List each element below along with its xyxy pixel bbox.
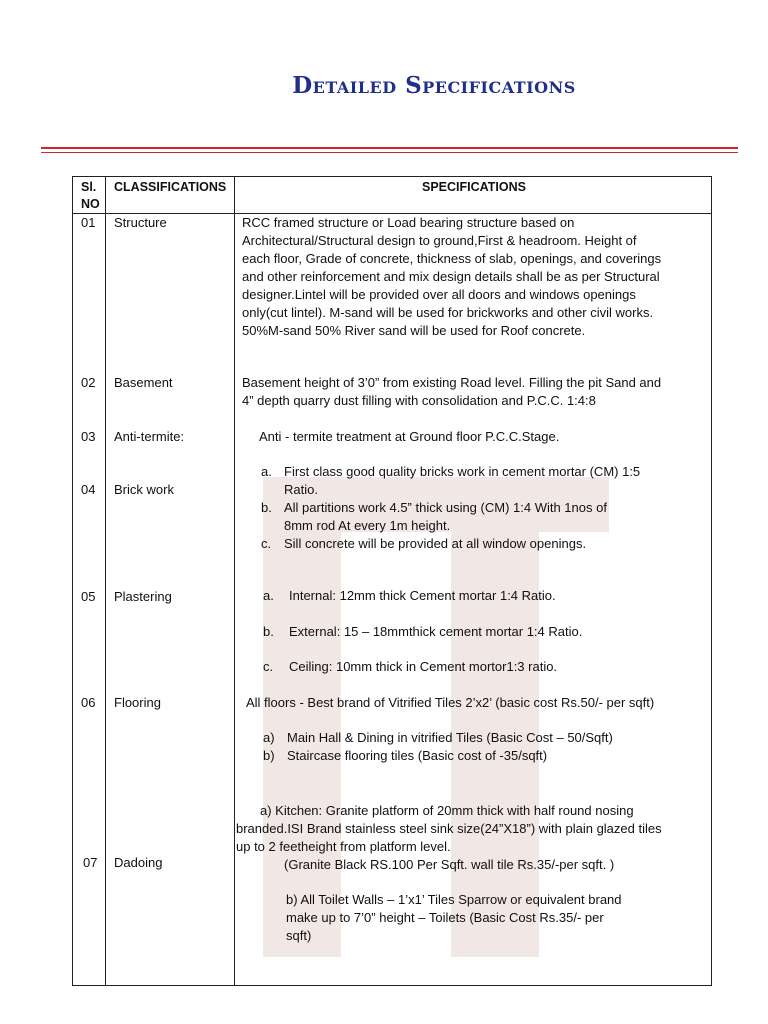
spec-line: Sill concrete will be provided at all window openings. <box>284 536 587 551</box>
list-marker: c. <box>263 659 274 674</box>
list-marker: c. <box>261 536 272 551</box>
spec-line: (Granite Black RS.100 Per Sqft. wall tile Rs.35/-per sqft. ) <box>284 857 615 872</box>
spec-line: b) All Toilet Walls – 1’x1’ Tiles Sparrow or equivalent brand <box>286 892 622 907</box>
header-specifications: SPECIFICATIONS <box>422 180 526 194</box>
header-classifications: CLASSIFICATIONS <box>114 180 227 194</box>
column-divider <box>105 177 106 985</box>
spec-line: RCC framed structure or Load bearing structure based on <box>242 215 575 230</box>
row-no: 01 <box>81 215 96 230</box>
header-no: NO <box>81 197 100 211</box>
row-classification: Brick work <box>114 482 174 497</box>
spec-line: only(cut lintel). M-sand will be used for brickworks and other civil works. <box>242 305 654 320</box>
column-divider <box>234 177 235 985</box>
spec-line: up to 2 feetheight from platform level. <box>236 839 451 854</box>
title-divider-thin <box>41 152 738 153</box>
spec-line: All floors - Best brand of Vitrified Tiles 2’x2’ (basic cost Rs.50/- per sqft) <box>246 695 655 710</box>
title-divider-thick <box>41 147 738 149</box>
row-classification: Flooring <box>114 695 161 710</box>
spec-line: each floor, Grade of concrete, thickness of slab, openings, and coverings <box>242 251 662 266</box>
spec-line: Main Hall & Dining in vitrified Tiles (Basic Cost – 50/Sqft) <box>287 730 613 745</box>
row-no: 06 <box>81 695 96 710</box>
spec-line: External: 15 – 18mmthick cement mortar 1:4 Ratio. <box>289 624 583 639</box>
row-no: 04 <box>81 482 96 497</box>
row-no: 02 <box>81 375 96 390</box>
specifications-table <box>72 176 712 986</box>
spec-line: and other reinforcement and mix design details shall be as per Structural <box>242 269 660 284</box>
spec-line: First class good quality bricks work in cement mortar (CM) 1:5 <box>284 464 641 479</box>
spec-line: All partitions work 4.5” thick using (CM) 1:4 With 1nos of <box>284 500 607 515</box>
document-title: Detailed Specifications <box>292 72 576 99</box>
row-classification: Anti-termite: <box>114 429 185 444</box>
spec-line: make up to 7’0” height – Toilets (Basic Cost Rs.35/- per <box>286 910 604 925</box>
spec-line: Ceiling: 10mm thick in Cement mortor1:3 ratio. <box>289 659 558 674</box>
header-sl: Sl. <box>81 180 97 194</box>
row-classification: Plastering <box>114 589 172 604</box>
spec-line: Basement height of 3’0” from existing Road level. Filling the pit Sand and <box>242 375 662 390</box>
spec-line: 4” depth quarry dust filling with consolidation and P.C.C. 1:4:8 <box>242 393 596 408</box>
list-marker: b. <box>263 624 274 639</box>
spec-line: 8mm rod At every 1m height. <box>284 518 451 533</box>
spec-line: branded.ISI Brand stainless steel sink size(24”X18”) with plain glazed tiles <box>236 821 662 836</box>
row-classification: Basement <box>114 375 173 390</box>
row-classification: Dadoing <box>114 855 163 870</box>
spec-line: Staircase flooring tiles (Basic cost of -35/sqft) <box>287 748 548 763</box>
spec-line: a) Kitchen: Granite platform of 20mm thick with half round nosing <box>260 803 634 818</box>
row-classification: Structure <box>114 215 167 230</box>
row-no: 07 <box>83 855 98 870</box>
list-marker: a. <box>263 588 274 603</box>
spec-line: Architectural/Structural design to ground,First & headroom. Height of <box>242 233 637 248</box>
spec-line: Internal: 12mm thick Cement mortar 1:4 Ratio. <box>289 588 556 603</box>
spec-line: designer.Lintel will be provided over all doors and windows openings <box>242 287 636 302</box>
row-no: 05 <box>81 589 96 604</box>
spec-line: Ratio. <box>284 482 318 497</box>
list-marker: b. <box>261 500 272 515</box>
spec-line: 50%M-sand 50% River sand will be used for Roof concrete. <box>242 323 586 338</box>
row-no: 03 <box>81 429 96 444</box>
spec-line: Anti - termite treatment at Ground floor P.C.C.Stage. <box>259 429 560 444</box>
spec-line: sqft) <box>286 928 312 943</box>
list-marker: b) <box>263 748 275 763</box>
list-marker: a. <box>261 464 272 479</box>
list-marker: a) <box>263 730 275 745</box>
